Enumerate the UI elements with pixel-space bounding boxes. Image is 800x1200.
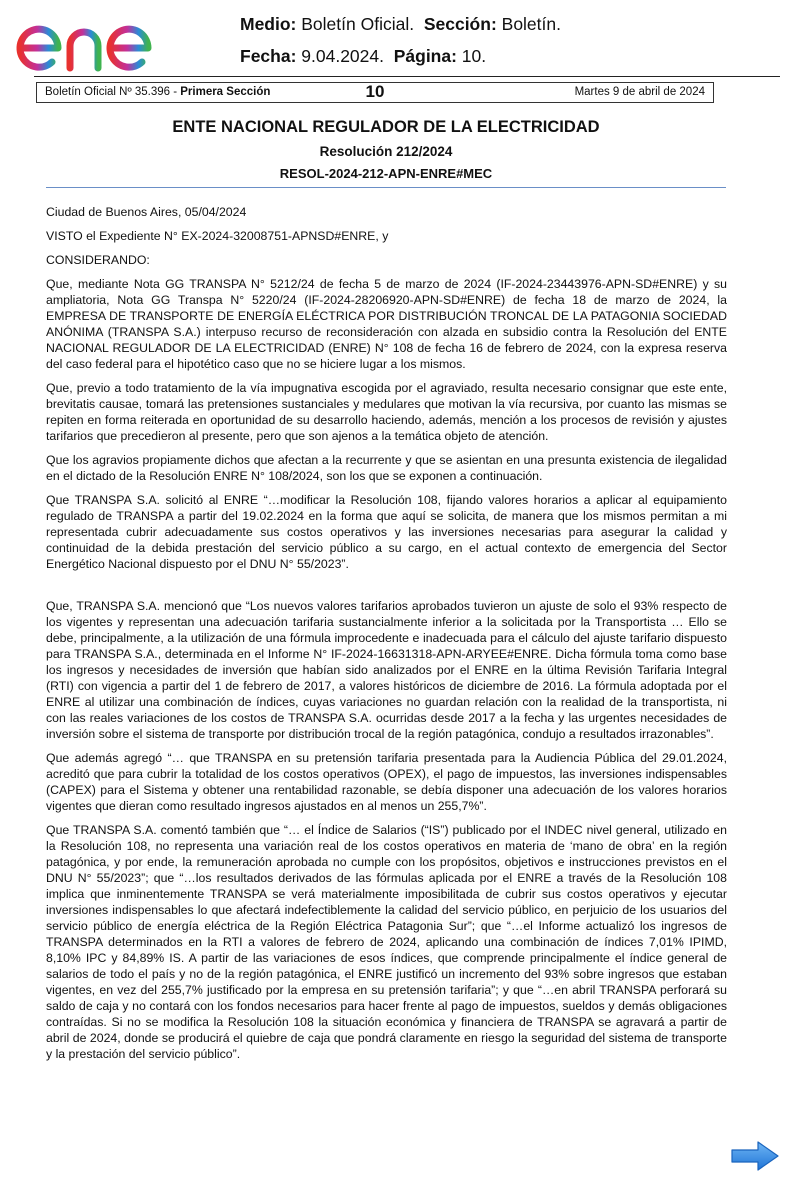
paragraph: Que los agravios propiamente dichos que afectan a la recurrente y que se asientan en una presunta existencia de ilegalidad en el dictado de la Resolución ENRE N° 108/2024, son los que se exponen a continuación. (46, 453, 727, 483)
paragraph: Que, mediante Nota GG TRANSPA N° 5212/24 de fecha 5 de marzo de 2024 (IF-2024-23443976-APN-SD#ENRE) y su ampliatoria, Nota GG Transpa N° 5220/24 (IF-2024-28206920-APN-SD#ENRE) de fecha 18 de marzo de 2024, la EMPRESA DE TRANSPORTE DE ENERGÍA ELÉCTRICA POR DISTRIBUCIÓN TRONCAL DE LA PATAGONIA SOCIEDAD ANÓNIMA (TRANSPA S.A.) interpuso recurso de reconsideración con alzada en subsidio contra la Resolución del ENTE NACIONAL REGULADOR DE LA ELECTRICIDAD (ENRE) N° 108 de fecha 16 de febrero de 2024, con la expresa reserva del caso federal para el hipotético caso que no se hiciere lugar a los mismos. (46, 277, 727, 371)
paragraph: Que, TRANSPA S.A. mencionó que “Los nuevos valores tarifarios aprobados tuvieron un ajuste de solo el 93% respecto de los vigentes y representan una adecuación tarifaria sustancialmente inferior a la solicitada por la Transportista … Ello se debe, principalmente, a la utilización de una fórmula improcedente e inadecuada para el cálculo del ajuste tarifario dispuesto para TRANSPA S.A., determinada en el Informe N° IF-2024-16631318-APN-ARYEE#ENRE. Dicha fórmula toma como base los ingresos y necesidades de inversión que habían sido analizados por el ENRE en la última Revisión Tarifaria Integral (RTI) con vigencia a partir del 1 de febrero de 2017, a valores históricos de diciembre de 2016. La fórmula adoptada por el ENRE al utilizar una combinación de índices, cuyas variaciones no guardan relación con la realidad de la transportista, ni con las reales variaciones de los costos de TRANSPA S.A. ocurridas desde 2017 a la fecha y las urgentes necesidades de inversión sobre el sistema de transporte por distribución trocal de la región patagónica, condujo a resultados irrazonables”. (46, 599, 727, 741)
paragraph: Que TRANSPA S.A. comentó también que “… el Índice de Salarios (“IS”) publicado por el INDEC nivel general, utilizado en la Resolución 108, no representa una variación real de los costos operativos en materia de ‘mano de obra’ en la región patagónica, y por ende, la remuneración aprobada no cumple con los propósitos, objetivos e instrucciones previstos en el DNU N° 55/2023”; que “…los resultados derivados de las fórmulas aplicada por el ENRE a través de la Resolución 108 implica que inminentemente TRANSPA se verá materialmente imposibilitada de cubrir sus costos operativos y ejecutar inversiones indispensables lo que afectará indefectiblemente la calidad del servicio público, en perjuicio de los usuarios del servicio público de energía eléctrica de la Región Eléctrica Patagonia Sur”; que “…el Informe actualizó los ingresos de TRANSPA determinados en la RTI a valores de febrero de 2024, aplicando una combinación de índices 7,01% IPIMD, 8,10% IPC y 84,89% IS. A partir de las variaciones de esos índices, que comprende principalmente el índice general de salarios de todo el país y no de la región patagónica, el ENRE justificó un incremento del 93% sobre ingresos que estaban vigentes, en vez del 255,7% justificado por la empresa en su pretensión tarifaria”; y que “…en abril TRANSPA perforará su saldo de caja y no contará con los fondos necesarios para hacer frente al pago de impuestos, sueldos y demás obligaciones contraídas. Si no se modifica la Resolución 108 la situación económica y financiera de TRANSPA se agravará a partir de abril de 2024, donde se producirá el quiebre de caja que pondrá claramente en riesgo la seguridad del sistema de transporte y la prestación del servicio público”. (46, 823, 727, 1061)
paragraph: VISTO el Expediente N° EX-2024-32008751-APNSD#ENRE, y (46, 229, 389, 243)
resolution-code: RESOL-2024-212-APN-ENRE#MEC (279, 166, 493, 181)
medio-seccion-line (240, 8, 561, 40)
bulletin-section: Primera Sección (180, 86, 271, 98)
fecha-label: Fecha: (240, 46, 297, 66)
pagina-label: Página: (393, 46, 457, 66)
bulletin-issue-text: Boletín Oficial Nº 35.396 - (45, 86, 181, 98)
medio-value: Boletín Oficial. (296, 14, 415, 34)
arrow-right-icon[interactable] (730, 1140, 780, 1172)
bulletin-date: Martes 9 de abril de 2024 (574, 86, 705, 98)
paragraph: Que, previo a todo tratamiento de la vía impugnativa escogida por el agraviado, resulta necesario consignar que este ente, brevitatis causae, tomará las pretensiones sustanciales y medulares que motivan la vía recursiva, por cuanto las mismas se repiten en forma reiterada en oportunidad de su desarrollo haciendo, además, mención a los procesos de revisión y ajustes tarifarios que precedieron al presente, pero que son ajenos a la temática objeto de atención. (46, 381, 727, 443)
paragraph: Ciudad de Buenos Aires, 05/04/2024 (46, 205, 247, 219)
paragraph: Que TRANSPA S.A. solicitó al ENRE “…modificar la Resolución 108, fijando valores horarios a aplicar al equipamiento regulado de TRANSPA a partir del 19.02.2024 en la forma que aquí se solicita, de manera que los mismos permitan a mi representada cubrir adecuadamente sus costos operativos y las inversiones necesarias para asegurar la calidad y continuidad de la debida prestación del servicio público a su cargo, en el actual contexto de emergencia del Sector Energético Nacional dispuesto por el DNU N° 55/2023”. (46, 493, 727, 571)
seccion-label: Sección: (423, 14, 497, 34)
seccion-value: Boletín. (496, 14, 561, 34)
medio-label: Medio: (240, 14, 297, 34)
document-body (46, 204, 727, 1070)
paragraph: Que además agregó “… que TRANSPA en su pretensión tarifaria presentada para la Audiencia Pública del 29.01.2024, acreditó que para cubrir la totalidad de los costos operativos (OPEX), el pago de impuestos, las inversiones indispensables (CAPEX) para el Sistema y obtener una rentabilidad razonable, se debía disponer una adecuación de los valores horarios vigentes que dieran como resultado ingresos ajustados en al menos un 255,7%”. (46, 751, 727, 813)
fecha-value: 9.04.2024. (296, 46, 384, 66)
clipping-meta (240, 8, 561, 72)
clipping-header (0, 0, 800, 80)
bulletin-page-number: 10 (365, 82, 385, 101)
document-title: ENTE NACIONAL REGULADOR DE LA ELECTRICIDAD (172, 118, 600, 136)
header-divider (34, 76, 780, 77)
bulletin-bar (36, 82, 714, 103)
fecha-pagina-line (240, 40, 561, 72)
paragraph: CONSIDERANDO: (46, 253, 150, 267)
resolution-number: Resolución 212/2024 (319, 144, 453, 159)
enel-logo (14, 8, 184, 72)
title-divider (46, 187, 726, 188)
pagina-value: 10. (456, 46, 487, 66)
